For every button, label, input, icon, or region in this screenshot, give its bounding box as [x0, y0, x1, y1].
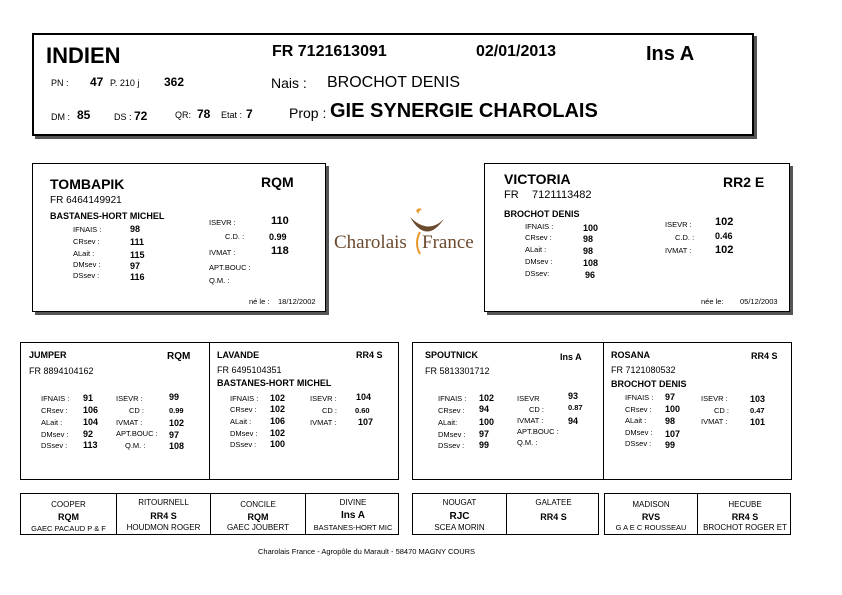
ggp-cell-0: [21, 494, 116, 534]
gp-dssev-label: DSsev :: [230, 440, 257, 449]
dam-cd: 0.46: [715, 231, 733, 241]
ggp-cell-3: [305, 494, 400, 534]
ggp-owner: BROCHOT ROGER ET: [703, 523, 787, 532]
gp-isevr-label: ISEVR :: [116, 394, 143, 403]
animal-status: Ins A: [646, 43, 695, 65]
gp-crsev: 106: [83, 405, 99, 415]
gp-ifnais: 91: [83, 393, 94, 403]
gp-card-lavande: [210, 343, 399, 481]
ggp-status: RR4 S: [731, 512, 759, 522]
gp-dmsev-label: DMsev :: [438, 430, 466, 439]
gp-id: FR 5813301712: [425, 366, 490, 376]
gp-dssev: 99: [479, 440, 490, 450]
gp-ivmat: 102: [169, 418, 185, 428]
gp-cd-label: CD :: [529, 405, 544, 414]
gp-dmsev: 92: [83, 429, 94, 439]
sire-dmsev: 97: [130, 261, 141, 271]
gp-crsev: 94: [479, 404, 490, 414]
dam-ivmat-label: IVMAT :: [665, 246, 692, 255]
gp-dmsev-label: DMsev :: [230, 429, 258, 438]
ggp-owner: BASTANES-HORT MIC: [313, 523, 393, 532]
ggp-name: CONCILE: [240, 500, 276, 509]
ggp-group-2: [412, 493, 599, 535]
gp-qm-label: Q.M. :: [517, 438, 538, 447]
animal-name: INDIEN: [46, 43, 121, 68]
animal-birth-date: 02/01/2013: [476, 43, 557, 60]
gp-dmsev: 97: [479, 429, 490, 439]
etat-value: 7: [246, 107, 253, 121]
gp-cd: 0.47: [750, 406, 765, 415]
ggp-status: RR4 S: [540, 512, 567, 522]
sire-status: RQM: [261, 174, 294, 190]
gp-ivmat-label: IVMAT :: [701, 417, 728, 426]
qr-value: 78: [197, 107, 211, 121]
gp-ifnais: 97: [665, 392, 676, 402]
gp-ifnais-label: IFNAIS :: [41, 394, 70, 403]
dam-ifnais-label: IFNAIS :: [525, 222, 554, 231]
gp-crsev-label: CRsev :: [230, 405, 257, 414]
ggp-name: NOUGAT: [442, 498, 477, 507]
gp-aptbouc: 97: [169, 430, 180, 440]
gp-ifnais-label: IFNAIS :: [625, 393, 654, 402]
ggp-status: RVS: [641, 512, 661, 522]
logo-text-charolais: Charolais: [334, 232, 407, 253]
gp-status: RR4 S: [751, 351, 778, 361]
qr-label: QR:: [175, 110, 192, 120]
gp-ifnais-label: IFNAIS :: [438, 394, 467, 403]
dm-label: DM :: [51, 112, 70, 122]
gp-status: Ins A: [560, 352, 582, 362]
gp-cd: 0.87: [568, 403, 583, 412]
dam-id: 7121113482: [532, 189, 592, 201]
dam-isevr: 102: [715, 216, 734, 228]
gp-alait-label: ALait :: [41, 418, 63, 427]
gp-crsev: 102: [270, 404, 286, 414]
gp-qm: 108: [169, 441, 185, 451]
nais-label: Nais :: [271, 75, 307, 91]
gp-isevr: 93: [568, 391, 579, 401]
sire-card: [32, 163, 326, 312]
gp-dssev-label: DSsev :: [41, 441, 68, 450]
gp-dmsev-label: DMsev :: [625, 428, 653, 437]
sire-crsev: 111: [130, 237, 145, 247]
ggp-owner: HOUDMON ROGER: [126, 523, 201, 532]
dam-card: [484, 163, 790, 312]
dam-crsev-label: CRsev :: [525, 233, 552, 242]
gp-cd: 0.60: [355, 406, 370, 415]
sire-born-label: né le :: [249, 297, 270, 306]
gp-ivmat-label: IVMAT :: [310, 418, 337, 427]
gp-id: FR 8894104162: [29, 366, 94, 376]
gp-alait: 98: [665, 416, 676, 426]
ggp-name: HECUBE: [728, 500, 762, 509]
gp-card-jumper: [21, 343, 209, 481]
sire-alait: 115: [130, 250, 145, 260]
ggp-owner: GAEC PACAUD P & F: [31, 524, 106, 533]
gp-ivmat: 107: [358, 417, 374, 427]
gp-dssev: 100: [270, 439, 286, 449]
gp-ivmat: 94: [568, 416, 579, 426]
gp-cd-label: CD :: [322, 406, 337, 415]
gp-ifnais: 102: [479, 393, 495, 403]
gp-dmsev: 102: [270, 428, 286, 438]
pn-label: PN :: [51, 78, 69, 88]
gp-alait: 104: [83, 417, 99, 427]
sire-isevr: 110: [271, 215, 289, 227]
gp-aptbouc-label: APT.BOUC :: [517, 427, 559, 436]
dam-dmsev-label: DMsev :: [525, 257, 553, 266]
animal-header-card: [32, 33, 754, 136]
gp-breeder: BROCHOT DENIS: [611, 379, 687, 389]
ggp-cell-5: [506, 494, 600, 534]
gp-card-spoutnick: [413, 343, 603, 481]
gp-id: FR 7121080532: [611, 365, 676, 375]
dam-name: VICTORIA: [504, 171, 571, 187]
dam-dssev-label: DSsev:: [525, 269, 550, 278]
dam-born: 05/12/2003: [740, 297, 778, 306]
gp-crsev-label: CRsev :: [438, 406, 465, 415]
gp-qm-label: Q.M. :: [125, 441, 146, 450]
gp-name: SPOUTNICK: [425, 350, 479, 360]
gp-cd-label: CD :: [714, 406, 729, 415]
gp-dssev: 113: [83, 440, 98, 450]
sire-dssev-label: DSsev :: [73, 271, 100, 280]
ggp-status: RQM: [58, 512, 79, 522]
ggp-name: GALATEE: [535, 498, 572, 507]
ggp-name: DIVINE: [339, 498, 367, 507]
prop-label: Prop :: [289, 105, 327, 121]
p210-label: P. 210 j: [110, 78, 140, 88]
gp-crsev-label: CRsev :: [625, 405, 652, 414]
gp-cd: 0.99: [169, 406, 184, 415]
ggp-group-3: [604, 493, 791, 535]
gp-isevr-label: ISEVR: [517, 394, 540, 403]
gp-dmsev: 107: [665, 429, 681, 439]
ggp-status: RQM: [247, 512, 269, 522]
sire-ifnais-label: IFNAIS :: [73, 225, 102, 234]
gp-ivmat-label: IVMAT :: [517, 416, 544, 425]
gp-isevr: 104: [356, 392, 372, 402]
footer-address: Charolais France - Agropôle du Marault - 58470 MAGNY COURS: [258, 547, 476, 556]
ggp-name: MADISON: [632, 500, 670, 509]
ggp-owner: GAEC JOUBERT: [226, 523, 290, 532]
gp-ivmat: 101: [750, 417, 766, 427]
gp-ivmat-label: IVMAT :: [116, 418, 143, 427]
gp-alait-label: ALait :: [230, 417, 252, 426]
gp-ifnais-label: IFNAIS :: [230, 394, 259, 403]
ggp-owner: SCEA MORIN: [434, 523, 485, 532]
gp-card-rosana: [604, 343, 793, 481]
sire-born: 18/12/2002: [278, 297, 316, 306]
gp-dssev-label: DSsev :: [438, 441, 465, 450]
animal-id: FR 7121613091: [272, 43, 387, 60]
gp-isevr: 103: [750, 394, 766, 404]
dam-alait-label: ALait :: [525, 245, 547, 254]
sire-dmsev-label: DMsev :: [73, 260, 101, 269]
ggp-status: Ins A: [340, 510, 366, 521]
sire-ifnais: 98: [130, 224, 141, 234]
grandparents-dam-side: [412, 342, 792, 480]
gp-name: LAVANDE: [217, 350, 260, 360]
dam-breeder: BROCHOT DENIS: [504, 209, 580, 219]
logo-text-france: France: [422, 232, 474, 253]
gp-alait-label: ALait:: [438, 418, 458, 427]
gp-crsev-label: CRsev :: [41, 406, 68, 415]
ggp-cell-1: [116, 494, 210, 534]
sire-crsev-label: CRsev :: [73, 237, 100, 246]
dam-id-prefix: FR: [504, 189, 519, 201]
ggp-status: RJC: [449, 511, 470, 522]
dam-ifnais: 100: [583, 223, 599, 233]
ggp-cell-4: [413, 494, 506, 534]
gp-dssev-label: DSsev :: [625, 439, 652, 448]
dam-ivmat: 102: [715, 244, 734, 256]
sire-ivmat-label: IVMAT :: [209, 248, 236, 257]
dam-cd-label: C.D. :: [675, 233, 695, 242]
gp-alait: 100: [479, 417, 495, 427]
sire-cd: 0.99: [269, 232, 287, 242]
dam-status: RR2 E: [723, 174, 765, 190]
ggp-cell-6: [605, 494, 697, 534]
gp-id: FR 6495104351: [217, 365, 282, 375]
dam-crsev: 98: [583, 234, 594, 244]
ggp-owner: G A E C ROUSSEAU: [615, 523, 687, 532]
sire-name: TOMBAPIK: [50, 176, 125, 192]
gp-dmsev-label: DMsev :: [41, 430, 69, 439]
dm-value: 85: [77, 108, 91, 122]
gp-aptbouc-label: APT.BOUC :: [116, 429, 158, 438]
gp-crsev: 100: [665, 404, 681, 414]
ds-value: 72: [134, 109, 148, 123]
dam-dmsev: 108: [583, 258, 599, 268]
gp-status: RQM: [167, 351, 191, 362]
sire-aptbouc-label: APT.BOUC :: [209, 263, 251, 272]
charolais-france-logo: [334, 205, 474, 265]
gp-cd-label: CD :: [129, 406, 144, 415]
grandparents-sire-side: [20, 342, 399, 480]
dam-isevr-label: ISEVR :: [665, 220, 692, 229]
gp-isevr-label: ISEVR :: [701, 394, 728, 403]
sire-breeder: BASTANES-HORT MICHEL: [50, 211, 165, 221]
ds-label: DS :: [114, 112, 132, 122]
gp-isevr-label: ISEVR :: [310, 394, 337, 403]
pn-value: 47: [90, 75, 104, 89]
sire-cd-label: C.D. :: [225, 232, 245, 241]
sire-dssev: 116: [130, 272, 145, 282]
dam-born-label: née le:: [701, 297, 724, 306]
logo-bracket-icon: [412, 230, 422, 256]
ggp-name: COOPER: [51, 500, 86, 509]
gp-isevr: 99: [169, 392, 180, 402]
gp-dssev: 99: [665, 440, 676, 450]
sire-isevr-label: ISEVR :: [209, 218, 236, 227]
p210-value: 362: [164, 75, 185, 89]
nais-value: BROCHOT DENIS: [327, 74, 461, 91]
ggp-group-1: [20, 493, 399, 535]
sire-ivmat: 118: [271, 245, 289, 257]
gp-breeder: BASTANES-HORT MICHEL: [217, 378, 332, 388]
ggp-status: RR4 S: [150, 511, 177, 521]
etat-label: Etat :: [221, 110, 243, 120]
dam-alait: 98: [583, 246, 594, 256]
ggp-name: RITOURNELL: [138, 498, 189, 507]
sire-alait-label: ALait :: [73, 249, 95, 258]
sire-id: FR 6464149921: [50, 195, 122, 206]
gp-name: ROSANA: [611, 350, 651, 360]
gp-ifnais: 102: [270, 393, 286, 403]
gp-name: JUMPER: [29, 350, 67, 360]
gp-alait: 106: [270, 416, 286, 426]
ggp-cell-7: [697, 494, 792, 534]
sire-qm-label: Q.M. :: [209, 276, 230, 285]
prop-value: GIE SYNERGIE CHAROLAIS: [330, 100, 598, 122]
ggp-cell-2: [210, 494, 305, 534]
gp-alait-label: ALait :: [625, 416, 647, 425]
gp-status: RR4 S: [356, 350, 383, 360]
dam-dssev: 96: [585, 270, 596, 280]
